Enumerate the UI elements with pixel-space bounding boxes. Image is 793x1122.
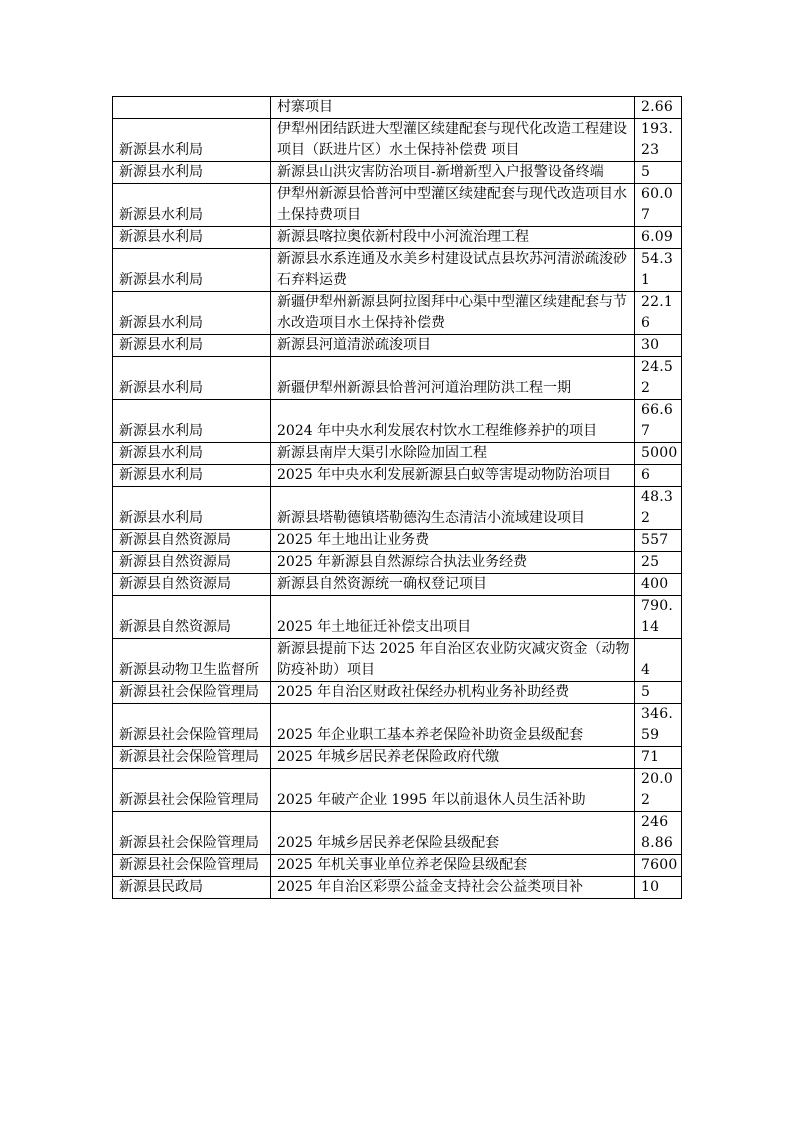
amount-cell: 5 — [635, 682, 682, 704]
amount-cell: 60.07 — [635, 184, 682, 227]
amount-cell: 6 — [635, 465, 682, 487]
project-cell: 2025 年土地出让业务费 — [271, 530, 635, 552]
department-cell: 新源县水利局 — [113, 227, 271, 249]
table-row — [113, 530, 682, 552]
table-row — [113, 812, 682, 855]
budget-table — [112, 96, 682, 899]
project-cell: 新疆伊犁州新源县阿拉图拜中心渠中型灌区续建配套与节水改造项目水土保持补偿费 — [271, 292, 635, 335]
project-cell: 2024 年中央水利发展农村饮水工程维修养护的项目 — [271, 400, 635, 443]
project-cell: 2025 年城乡居民养老保险县级配套 — [271, 812, 635, 855]
table-row — [113, 704, 682, 747]
amount-cell: 6.09 — [635, 227, 682, 249]
amount-cell: 5000 — [635, 443, 682, 465]
project-cell: 新源县河道清淤疏浚项目 — [271, 335, 635, 357]
amount-cell: 5 — [635, 162, 682, 184]
table-row — [113, 97, 682, 119]
project-cell: 2025 年新源县自然源综合执法业务经费 — [271, 552, 635, 574]
department-cell: 新源县水利局 — [113, 249, 271, 292]
table-row — [113, 877, 682, 899]
department-cell: 新源县自然资源局 — [113, 552, 271, 574]
amount-cell: 22.16 — [635, 292, 682, 335]
department-cell: 新源县社会保险管理局 — [113, 855, 271, 877]
table-row — [113, 574, 682, 596]
department-cell: 新源县动物卫生监督所 — [113, 639, 271, 682]
table-row — [113, 465, 682, 487]
department-cell: 新源县社会保险管理局 — [113, 812, 271, 855]
table-row — [113, 292, 682, 335]
table-row — [113, 443, 682, 465]
department-cell: 新源县自然资源局 — [113, 574, 271, 596]
amount-cell: 20.02 — [635, 769, 682, 812]
table-row — [113, 855, 682, 877]
project-cell: 2025 年自治区财政社保经办机构业务补助经费 — [271, 682, 635, 704]
table-row — [113, 162, 682, 184]
amount-cell: 24.52 — [635, 357, 682, 400]
project-cell: 2025 年机关事业单位养老保险县级配套 — [271, 855, 635, 877]
table-row — [113, 184, 682, 227]
department-cell: 新源县水利局 — [113, 357, 271, 400]
project-cell: 伊犁州团结跃进大型灌区续建配套与现代化改造工程建设项目（跃进片区）水土保持补偿费 项目 — [271, 119, 635, 162]
department-cell: 新源县社会保险管理局 — [113, 682, 271, 704]
amount-cell: 2.66 — [635, 97, 682, 119]
amount-cell: 346.59 — [635, 704, 682, 747]
amount-cell: 400 — [635, 574, 682, 596]
department-cell: 新源县水利局 — [113, 184, 271, 227]
project-cell: 新源县塔勒德镇塔勒德沟生态清洁小流域建设项目 — [271, 487, 635, 530]
amount-cell: 54.31 — [635, 249, 682, 292]
department-cell — [113, 97, 271, 119]
table-row — [113, 400, 682, 443]
table-row — [113, 335, 682, 357]
amount-cell: 48.32 — [635, 487, 682, 530]
department-cell: 新源县水利局 — [113, 400, 271, 443]
project-cell: 新源县山洪灾害防治项目-新增新型入户报警设备终端 — [271, 162, 635, 184]
department-cell: 新源县水利局 — [113, 119, 271, 162]
project-cell: 2025 年企业职工基本养老保险补助资金县级配套 — [271, 704, 635, 747]
table-row — [113, 487, 682, 530]
project-cell: 新源县自然资源统一确权登记项目 — [271, 574, 635, 596]
table-row — [113, 639, 682, 682]
department-cell: 新源县水利局 — [113, 443, 271, 465]
table-row — [113, 357, 682, 400]
table-row — [113, 596, 682, 639]
amount-cell: 790.14 — [635, 596, 682, 639]
department-cell: 新源县水利局 — [113, 292, 271, 335]
amount-cell: 25 — [635, 552, 682, 574]
department-cell: 新源县自然资源局 — [113, 530, 271, 552]
table-row — [113, 552, 682, 574]
table-row — [113, 119, 682, 162]
amount-cell: 66.67 — [635, 400, 682, 443]
department-cell: 新源县社会保险管理局 — [113, 704, 271, 747]
project-cell: 2025 年中央水利发展新源县白蚁等害堤动物防治项目 — [271, 465, 635, 487]
amount-cell: 557 — [635, 530, 682, 552]
amount-cell: 7600 — [635, 855, 682, 877]
project-cell: 伊犁州新源县恰普河中型灌区续建配套与现代改造项目水土保持费项目 — [271, 184, 635, 227]
project-cell: 新源县喀拉奥依新村段中小河流治理工程 — [271, 227, 635, 249]
project-cell: 2025 年城乡居民养老保险政府代缴 — [271, 747, 635, 769]
project-cell: 新源县水系连通及水美乡村建设试点县坎苏河清淤疏浚砂石弃料运费 — [271, 249, 635, 292]
project-cell: 新疆伊犁州新源县恰普河河道治理防洪工程一期 — [271, 357, 635, 400]
table-row — [113, 249, 682, 292]
project-cell: 村寨项目 — [271, 97, 635, 119]
department-cell: 新源县水利局 — [113, 335, 271, 357]
table-row — [113, 747, 682, 769]
department-cell: 新源县水利局 — [113, 487, 271, 530]
department-cell: 新源县自然资源局 — [113, 596, 271, 639]
department-cell: 新源县水利局 — [113, 162, 271, 184]
project-cell: 2025 年土地征迁补偿支出项目 — [271, 596, 635, 639]
amount-cell: 10 — [635, 877, 682, 899]
amount-cell: 4 — [635, 639, 682, 682]
table-row — [113, 769, 682, 812]
amount-cell: 193.23 — [635, 119, 682, 162]
amount-cell: 30 — [635, 335, 682, 357]
amount-cell: 2468.86 — [635, 812, 682, 855]
project-cell: 2025 年破产企业 1995 年以前退休人员生活补助 — [271, 769, 635, 812]
department-cell: 新源县社会保险管理局 — [113, 747, 271, 769]
amount-cell: 71 — [635, 747, 682, 769]
department-cell: 新源县水利局 — [113, 465, 271, 487]
department-cell: 新源县社会保险管理局 — [113, 769, 271, 812]
project-cell: 新源县南岸大渠引水除险加固工程 — [271, 443, 635, 465]
table-row — [113, 227, 682, 249]
project-cell: 2025 年自治区彩票公益金支持社会公益类项目补 — [271, 877, 635, 899]
department-cell: 新源县民政局 — [113, 877, 271, 899]
project-cell: 新源县提前下达 2025 年自治区农业防灾减灾资金（动物防疫补助）项目 — [271, 639, 635, 682]
table-row — [113, 682, 682, 704]
